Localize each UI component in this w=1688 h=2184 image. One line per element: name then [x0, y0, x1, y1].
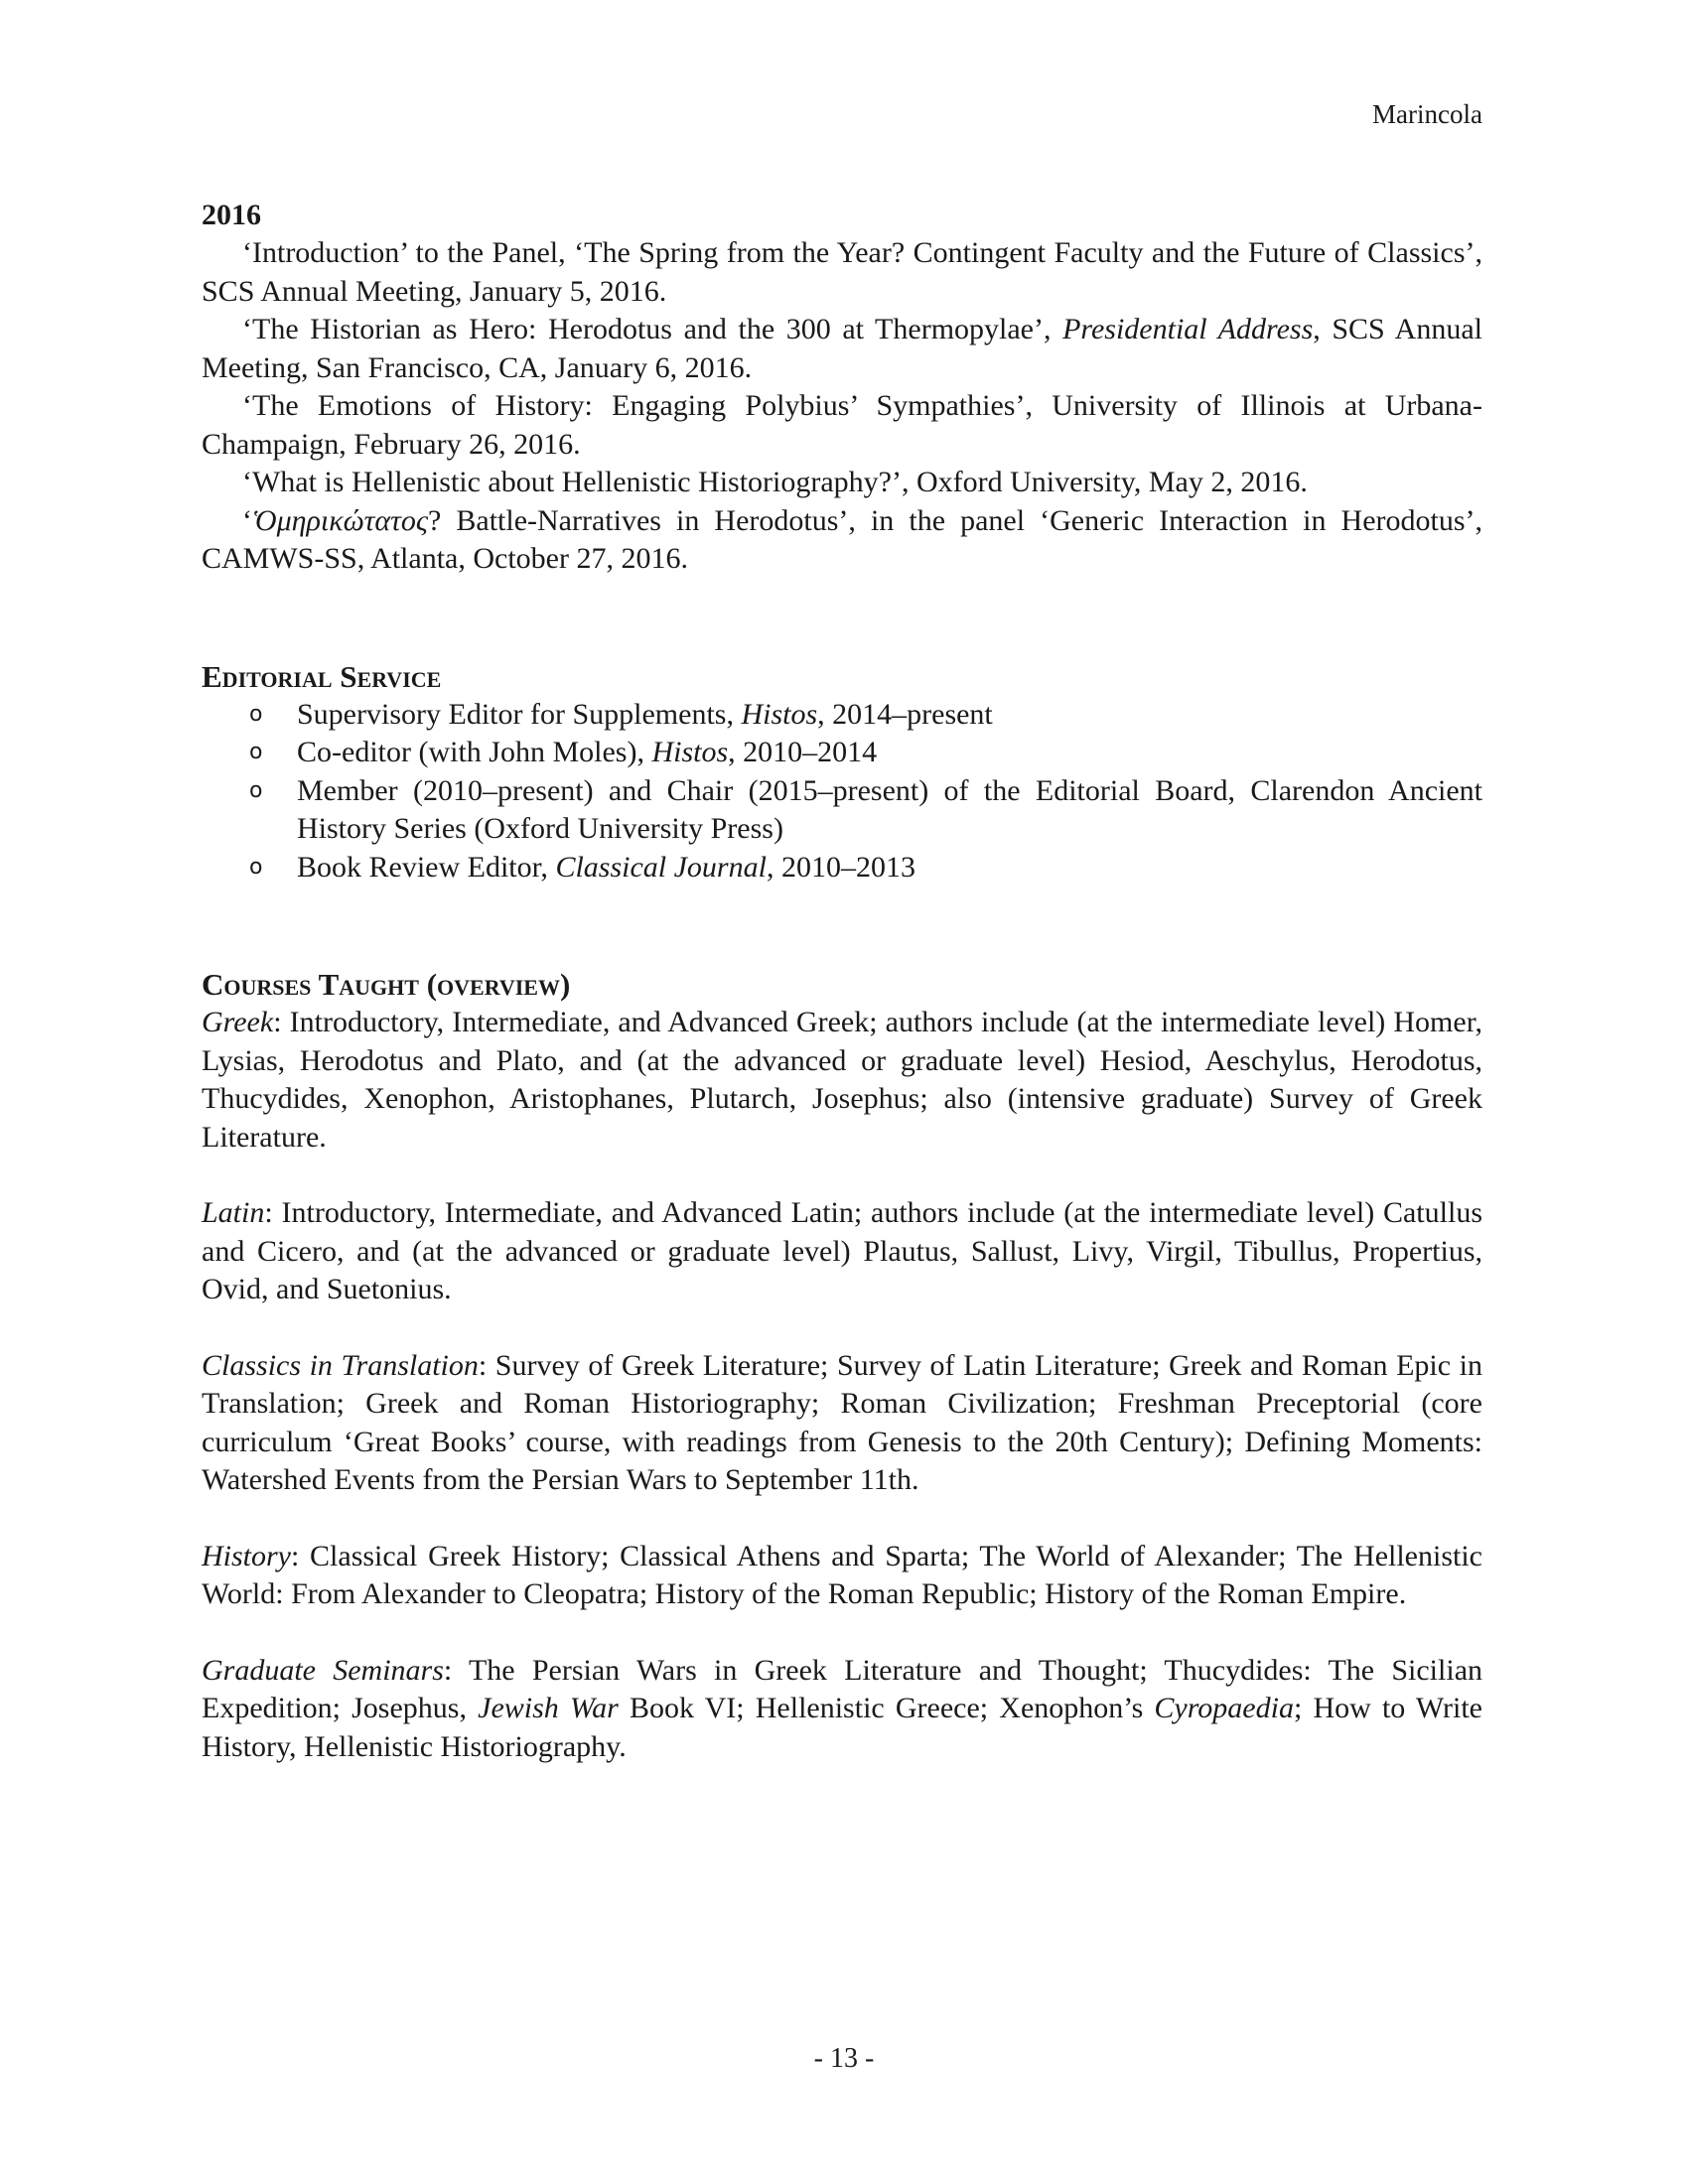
course-category-label: Classics in Translation	[202, 1348, 479, 1382]
course-category-label: Greek	[202, 1006, 274, 1038]
year-heading: 2016	[202, 199, 261, 231]
editorial-item-1: o Supervisory Editor for Supplements, Histos, 2014–present	[202, 696, 1482, 735]
bullet-icon: o	[249, 777, 263, 803]
course-category-label: Graduate Seminars	[202, 1653, 444, 1687]
talk-entry-3: ‘The Emotions of History: Engaging Polybius’ Sympathies’, University of Illinois at Urbana-Champaign, February 26, 2016.	[202, 389, 1482, 461]
courses-greek-paragraph: Greek: Introductory, Intermediate, and Advanced Greek; authors include (at the intermediate level) Homer, Lysias, Herodotus and Plato, and (at the advanced or graduate level) Hesiod, Aeschylus, Herodotus, Thucydides, Xenophon, Aristophanes, Plutarch, Josephus; also (intensive graduate) Survey of Greek Literature.	[202, 1006, 1482, 1154]
courses-latin-paragraph: Latin: Introductory, Intermediate, and Advanced Latin; authors include (at the intermediate level) Catullus and Cicero, and (at the advanced or graduate level) Plautus, Sallust, Livy, Virgil, Tibullus, Propertius, Ovid, and Suetonius.	[202, 1196, 1482, 1305]
editorial-service-heading: Editorial Service	[202, 658, 442, 694]
talk-entry-5: ‘Ὁμηρικώτατος? Battle-Narratives in Herodotus’, in the panel ‘Generic Interaction in Herodotus’, CAMWS-SS, Atlanta, October 27, 2016.	[202, 503, 1482, 575]
editorial-service-list	[202, 696, 1482, 887]
course-category-label: History	[202, 1539, 291, 1572]
courses-history-paragraph: History: Classical Greek History; Classical Athens and Sparta; The World of Alexander; The Hellenistic World: From Alexander to Cleopatra; History of the Roman Republic; History of the Roman Empire.	[202, 1539, 1482, 1610]
talk-entry-greek-italic: Ὁμηρικώτατος	[252, 503, 428, 537]
section-spacer	[202, 579, 1482, 658]
courses-translation-paragraph: Classics in Translation: Survey of Greek Literature; Survey of Latin Literature; Greek and Roman Epic in Translation; Greek and Roman Historiography; Roman Civilization; Freshman Preceptorial (core curriculum ‘Great Books’ course, with readings from Genesis to the 20th Century); Defining Moments: Watershed Events from the Persian Wars to September 11th.	[202, 1348, 1482, 1496]
editorial-item-3: o Member (2010–present) and Chair (2015–present) of the Editorial Board, Clarendon Ancient History Series (Oxford University Press)	[249, 773, 1482, 845]
courses-seminars-paragraph: Graduate Seminars: The Persian Wars in Greek Literature and Thought; Thucydides: The Sicilian Expedition; Josephus, Jewish War Book VI; Hellenistic Greece; Xenophon’s Cyropaedia; How to Write History, Hellenistic Historiography.	[202, 1653, 1483, 1763]
editorial-item-2: o Co-editor (with John Moles), Histos, 2010–2014	[202, 734, 1482, 772]
talk-entry-2: ‘The Historian as Hero: Herodotus and the 300 at Thermopylae’, Presidential Address, SCS Annual Meeting, San Francisco, CA, January 6, 2016.	[202, 313, 1482, 384]
talk-entry-4: ‘What is Hellenistic about Hellenistic Historiography?’, Oxford University, May 2, 2016.	[242, 466, 1308, 498]
section-spacer	[202, 887, 1482, 966]
page-number: - 13 -	[813, 2043, 875, 2074]
running-header-author: Marincola	[1372, 99, 1482, 129]
bullet-icon: o	[249, 854, 263, 880]
courses-taught-heading: Courses Taught (overview)	[202, 967, 571, 1002]
page-content	[202, 197, 1482, 1766]
bullet-icon: o	[249, 701, 263, 727]
course-category-label: Latin	[202, 1196, 265, 1229]
talk-entry-italic: Presidential Address	[1062, 313, 1314, 345]
editorial-item-4: o Book Review Editor, Classical Journal, 2010–2013	[202, 849, 1482, 887]
talk-entry-1: ‘Introduction’ to the Panel, ‘The Spring from the Year? Contingent Faculty and the Future of Classics’, SCS Annual Meeting, January 5, 2016.	[202, 236, 1482, 308]
bullet-icon: o	[249, 740, 263, 764]
